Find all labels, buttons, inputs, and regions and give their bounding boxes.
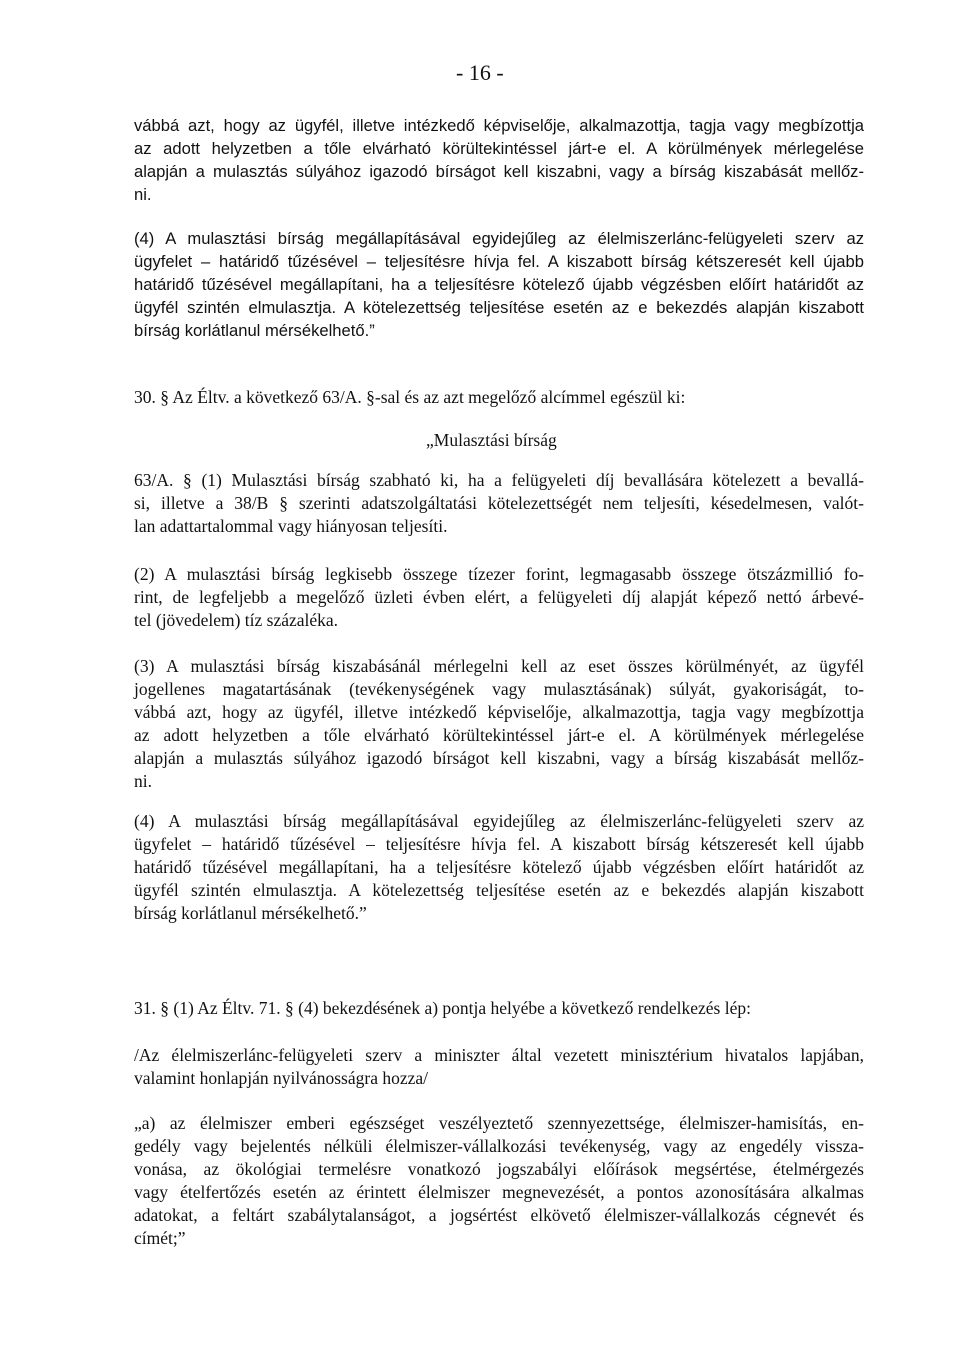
text-line: (3) A mulasztási bírság kiszabásánál mérlegelni kell az eset összes körülményét, az ügyfél xyxy=(134,656,864,676)
text-line: tel (jövedelem) tíz százaléka. xyxy=(134,610,339,630)
text-line: vonása, az ökológiai termelésre vonatkozó jogszabályi előírások megsértése, ételmérgezés xyxy=(134,1159,864,1179)
text-line: ügyfél szintén elmulasztja. A kötelezettség teljesítése esetén az e bekezdés alapján kiszabott xyxy=(134,298,864,317)
text-line: ügyfelet – határidő tűzésével – teljesítésre hívja fel. A kiszabott bírság kétszeresét kell újabb xyxy=(134,252,864,271)
text-line: ni. xyxy=(134,185,152,204)
text-line: 63/A. § (1) Mulasztási bírság szabható ki, ha a felügyeleti díj bevallására kötelezett a bevallá- xyxy=(134,470,864,490)
text-line: vagy ételfertőzés esetén az érintett élelmiszer megnevezését, a pontos azonosítására alkalmas xyxy=(134,1182,864,1202)
text-line: rint, de legfeljebb a megelőző üzleti évben elért, a felügyeleti díj alapját képező nettó árbevé- xyxy=(134,587,864,607)
page-number: - 16 - xyxy=(456,60,504,85)
text-line: bírság korlátlanul mérsékelhető.” xyxy=(134,903,367,923)
subtitle: „Mulasztási bírság xyxy=(426,430,557,450)
text-line: határidő tűzésével megállapítani, ha a teljesítésre kötelező újabb végzésben előírt határidőt az xyxy=(134,275,864,294)
text-line: ni. xyxy=(134,771,152,791)
text-line: (4) A mulasztási bírság megállapításával egyidejűleg az élelmiszerlánc-felügyeleti szerv az xyxy=(134,229,864,248)
text-line: vábbá azt, hogy az ügyfél, illetve intézkedő képviselője, alkalmazottja, tagja vagy megbízottja xyxy=(134,116,864,135)
text-line: határidő tűzésével megállapítani, ha a teljesítésre kötelező újabb végzésben előírt határidőt az xyxy=(134,857,864,877)
text-line: alapján a mulasztás súlyához igazodó bírságot kell kiszabni, vagy a bírság kiszabását mellőz- xyxy=(134,162,864,181)
text-line: „a) az élelmiszer emberi egészséget veszélyeztető szennyezettsége, élelmiszer-hamisítás, en- xyxy=(134,1113,864,1133)
text-line: ügyfelet – határidő tűzésével – teljesítésre hívja fel. A kiszabott bírság kétszeresét kell újabb xyxy=(134,834,864,854)
section-heading: 31. § (1) Az Éltv. 71. § (4) bekezdésének a) pontja helyébe a következő rendelkezés lép: xyxy=(134,998,751,1018)
section-heading: 30. § Az Éltv. a következő 63/A. §-sal és az azt megelőző alcímmel egészül ki: xyxy=(134,387,686,407)
text-line: /Az élelmiszerlánc-felügyeleti szerv a miniszter által vezetett minisztérium hivatalos lapjában, xyxy=(134,1045,864,1065)
text-line: gedély vagy bejelentés nélküli élelmiszer-vállalkozási tevékenység, vagy az engedély vissza- xyxy=(134,1136,864,1156)
text-line: az adott helyzetben a tőle elvárható körültekintéssel járt-e el. A körülmények mérlegelése xyxy=(134,725,864,745)
text-line: jogellenes magatartásának (tevékenységének vagy mulasztásának) súlyát, gyakoriságát, to- xyxy=(134,679,864,699)
text-line: (2) A mulasztási bírság legkisebb összege tízezer forint, legmagasabb összege ötszázmillió fo- xyxy=(134,564,864,584)
text-line: (4) A mulasztási bírság megállapításával egyidejűleg az élelmiszerlánc-felügyeleti szerv az xyxy=(134,811,864,831)
text-line: alapján a mulasztás súlyához igazodó bírságot kell kiszabni, vagy a bírság kiszabását mellőz- xyxy=(134,748,864,768)
text-line: az adott helyzetben a tőle elvárható körültekintéssel járt-e el. A körülmények mérlegelése xyxy=(134,139,864,158)
text-line: adatokat, a feltárt szabálytalanságot, a jogsértést elkövető élelmiszer-vállalkozás cégnevét és xyxy=(134,1205,864,1225)
text-line: bírság korlátlanul mérsékelhető.” xyxy=(134,321,375,340)
text-line: ügyfél szintén elmulasztja. A kötelezettség teljesítése esetén az e bekezdés alapján kiszabott xyxy=(134,880,864,900)
text-line: címét;” xyxy=(134,1228,186,1248)
text-line: vábbá azt, hogy az ügyfél, illetve intézkedő képviselője, alkalmazottja, tagja vagy megbízottja xyxy=(134,702,864,722)
text-line: valamint honlapján nyilvánosságra hozza/ xyxy=(134,1068,429,1088)
text-line: lan adattartalommal vagy hiányosan teljesíti. xyxy=(134,516,448,536)
text-line: si, illetve a 38/B § szerinti adatszolgáltatási kötelezettségét nem teljesíti, késedelmesen, valót- xyxy=(134,493,864,513)
